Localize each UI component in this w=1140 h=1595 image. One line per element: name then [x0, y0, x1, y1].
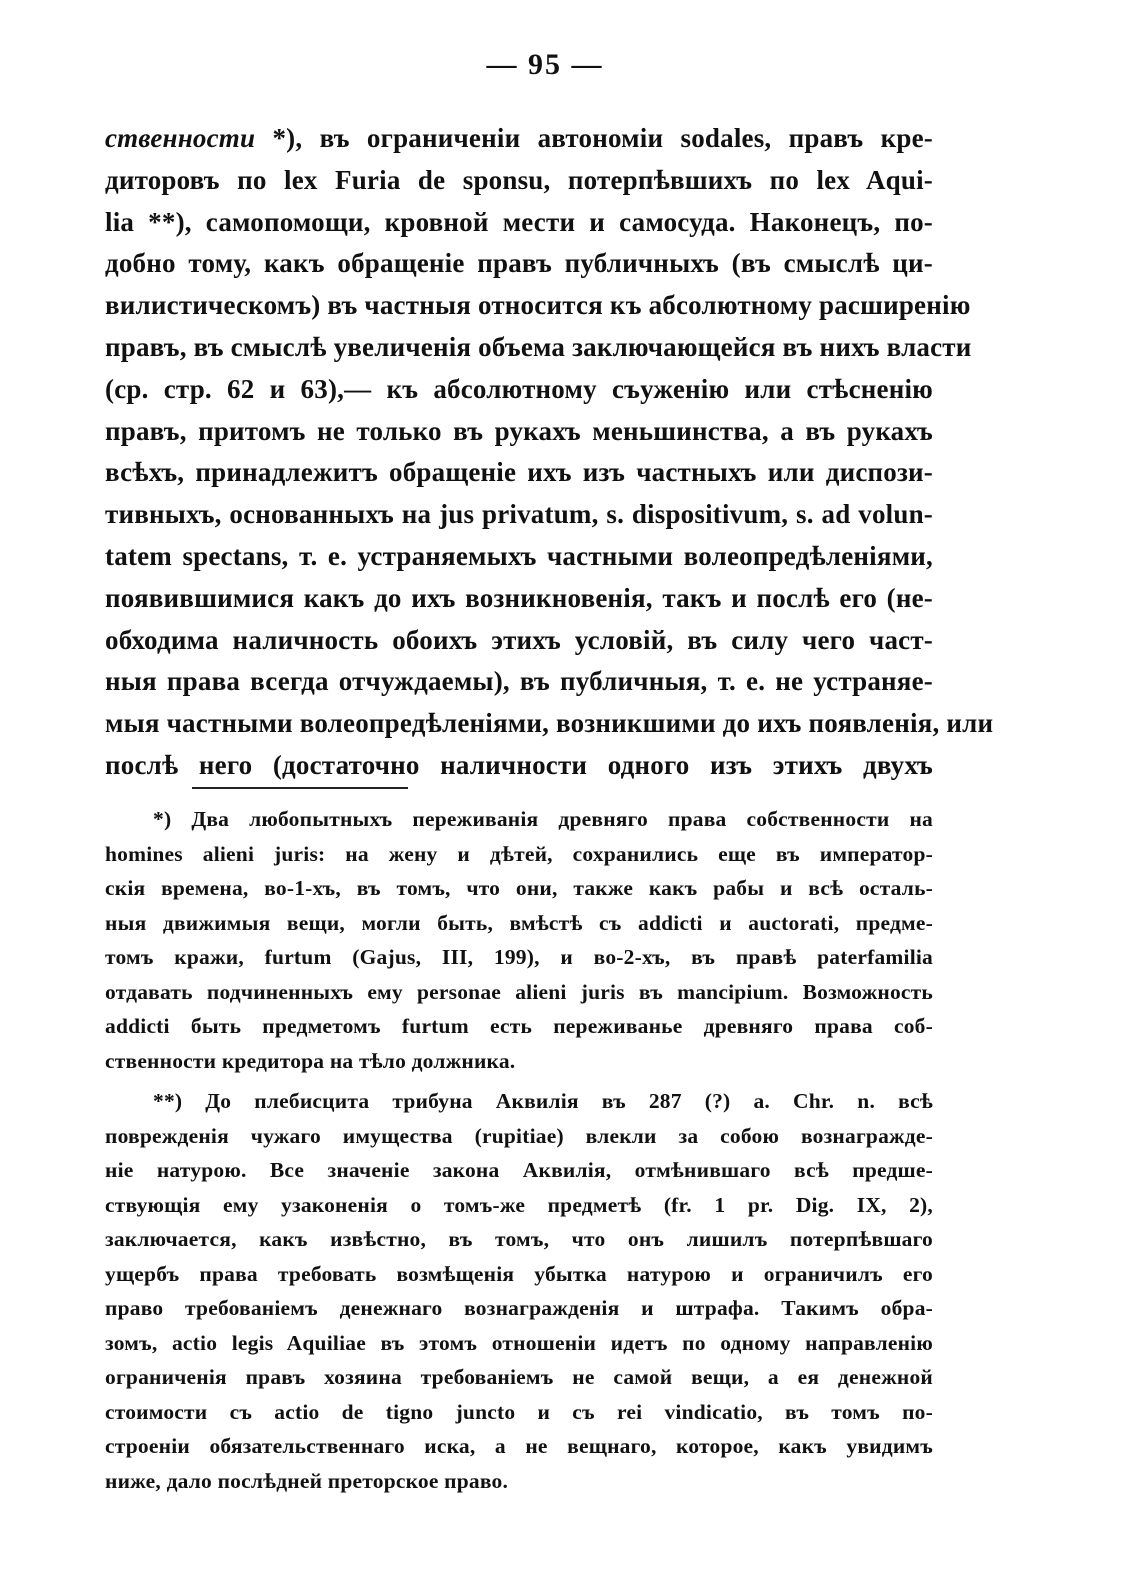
main-line: всѣхъ, принадлежитъ обращеніе ихъ изъ частныхъ или диспози- [105, 457, 933, 488]
main-line: (ср. стр. 62 и 63),— къ абсолютному съуженію или стѣсненію [105, 373, 933, 404]
footnote-line: стоимости съ actio de tigno juncto и съ rei vindicatio, въ томъ по- [105, 1399, 933, 1424]
page-number: — 95 — [486, 48, 604, 81]
main-line: мыя частными волеопредѣленіями, возникшими до ихъ появленія, или [105, 708, 994, 739]
main-line: диторовъ по lex Furia de sponsu, потерпѣвшихъ по lex Aqui- [105, 164, 933, 195]
main-text-block [105, 118, 994, 787]
main-line [105, 118, 933, 160]
main-line: lia **), самопомощи, кровной мести и самосуда. Наконецъ, по- [105, 206, 933, 237]
footnote-line: зомъ, actio legis Aquiliae въ этомъ отношеніи идетъ по одному направленію [105, 1330, 933, 1355]
main-line: послѣ него (достаточно наличности одного изъ этихъ двухъ [105, 749, 933, 780]
footnote-line: ныя движимыя вещи, могли быть, вмѣстѣ съ addicti и auctorati, предме- [105, 910, 933, 935]
footnote-1 [105, 802, 933, 1078]
footnote-2 [105, 1084, 933, 1498]
footnote-line: ниже, дало послѣдней преторское право. [105, 1468, 509, 1493]
footnote-line: ніе натурою. Все значеніе закона Аквилія, отмѣнившаго всѣ предше- [105, 1158, 933, 1182]
footnote-line: ущербъ права требовать возмѣщенія убытка натурою и ограничилъ его [105, 1261, 933, 1286]
footnote-line: homines alieni juris: на жену и дѣтей, сохранились еще въ император- [105, 841, 933, 866]
footnote-line: *) Два любопытныхъ переживанія древняго права собственности на [153, 807, 933, 831]
footnote-line: ограниченія правъ хозяина требованіемъ не самой вещи, а ея денежной [105, 1365, 933, 1389]
main-line: появившимися какъ до ихъ возникновенія, такъ и послѣ его (не- [105, 582, 933, 613]
main-line: ныя права всегда отчуждаемы), въ публичныя, т. е. не устраняе- [105, 666, 933, 697]
footnote-line: право требованіемъ денежнаго вознагражденія и штрафа. Такимъ обра- [105, 1296, 933, 1320]
italic-word: ственности [105, 123, 256, 153]
footnote-line: ствующія ему узаконенія о томъ-же предметѣ (fr. 1 pr. Dig. IX, 2), [105, 1192, 933, 1217]
footnote-divider [192, 787, 408, 789]
main-line: правъ, притомъ не только въ рукахъ меньшинства, а въ рукахъ [105, 415, 933, 446]
main-line: тивныхъ, основанныхъ на jus privatum, s. dispositivum, s. ad volun- [105, 499, 933, 530]
main-line: обходима наличность обоихъ этихъ условій, въ силу чего част- [105, 624, 933, 655]
footnote-line: поврежденія чужаго имущества (rupitiae) влекли за собою вознагражде- [105, 1123, 933, 1148]
main-line: tatem spectans, т. е. устраняемыхъ частными волеопредѣленіями, [105, 540, 933, 571]
footnote-line: addicti быть предметомъ furtum есть переживанье древняго права соб- [105, 1014, 933, 1038]
main-line: добно тому, какъ обращеніе правъ публичныхъ (въ смыслѣ ци- [105, 248, 933, 279]
footnote-line: **) До плебисцита трибуна Аквилія въ 287 (?) a. Chr. n. всѣ [153, 1089, 933, 1113]
footnotes-block [105, 802, 933, 1498]
main-line: вилистическомъ) въ частныя относится къ абсолютному расширенію [105, 290, 971, 321]
footnote-line: томъ кражи, furtum (Gajus, III, 199), и во-2-хъ, въ правѣ paterfamilia [105, 945, 933, 969]
main-line-text: *), въ ограниченіи автономіи sodales, правъ кре- [255, 123, 933, 153]
footnote-line: заключается, какъ извѣстно, въ томъ, что онъ лишилъ потерпѣвшаго [105, 1227, 933, 1251]
footnote-line: отдавать подчиненныхъ ему personae alieni juris въ mancipium. Возможность [105, 979, 933, 1004]
footnote-line: скія времена, во-1-хъ, въ томъ, что они, также какъ рабы и всѣ осталь- [105, 876, 933, 900]
main-line: правъ, въ смыслѣ увеличенія объема заключающейся въ нихъ власти [105, 331, 972, 362]
footnote-line: строеніи обязательственнаго иска, а не вещнаго, которое, какъ увидимъ [105, 1434, 933, 1458]
footnote-line: ственности кредитора на тѣло должника. [105, 1048, 516, 1073]
